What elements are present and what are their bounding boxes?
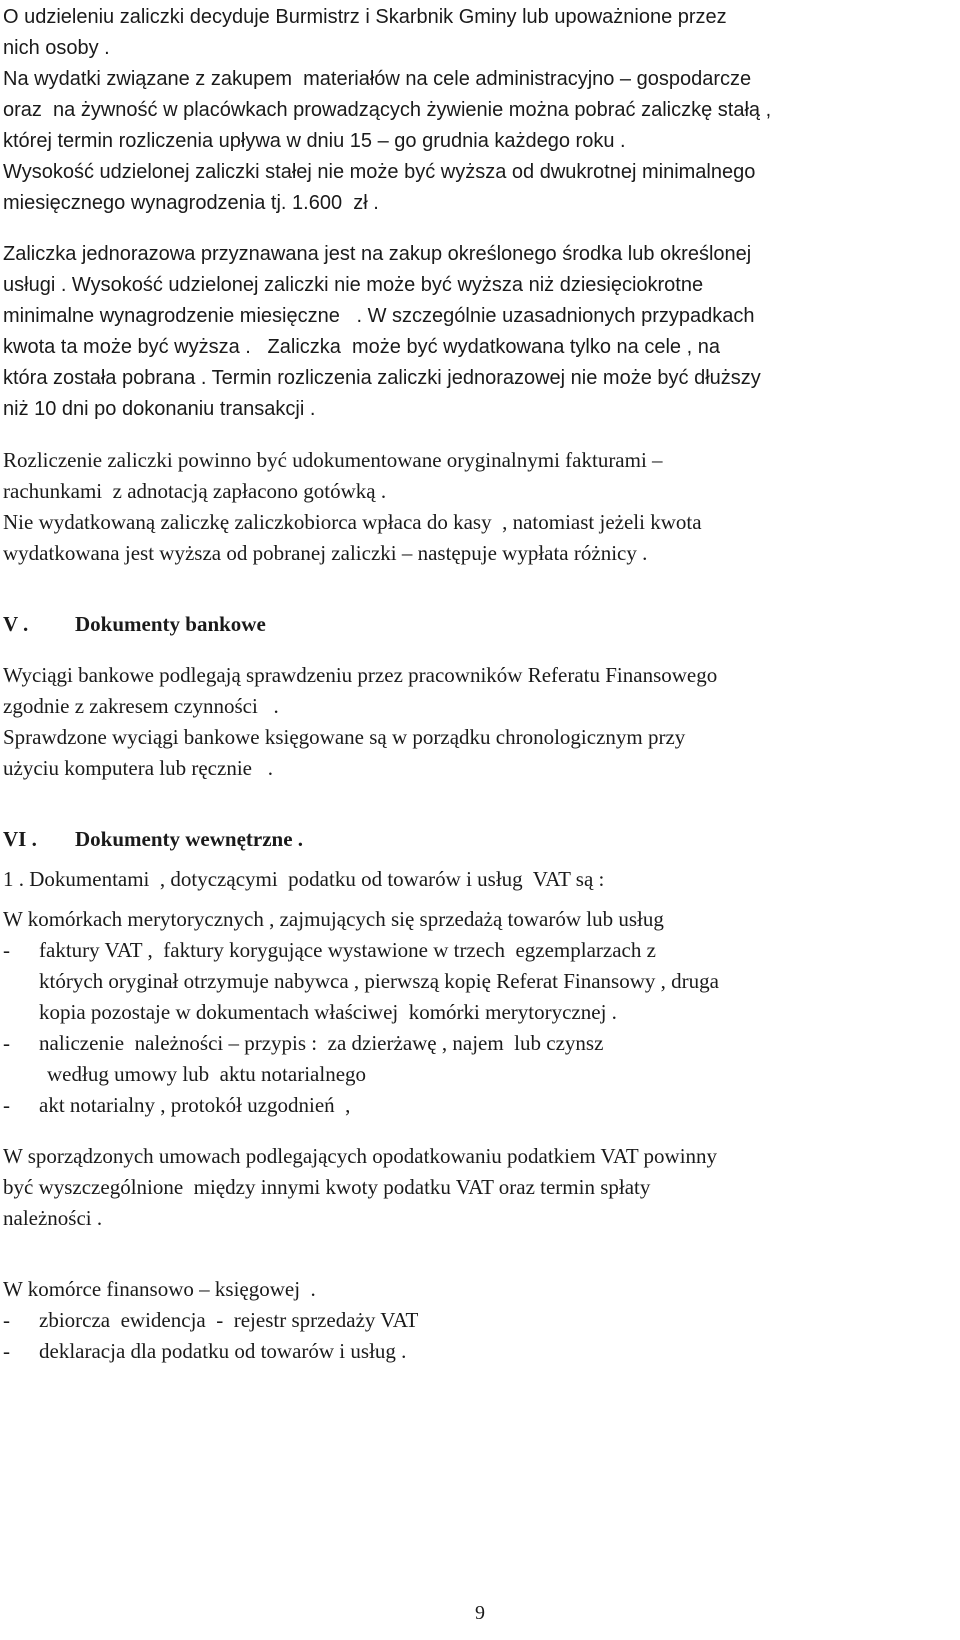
spacer: [3, 640, 953, 660]
spacer: [3, 1234, 953, 1274]
page-number: 9: [475, 1602, 485, 1624]
list-item: [3, 935, 953, 966]
text-line: użyciu komputera lub ręcznie .: [3, 756, 273, 780]
list-item: [3, 1305, 953, 1336]
advance-paragraph: [3, 2, 953, 219]
list-item-text: akt notarialny , protokół uzgodnień ,: [39, 1093, 351, 1117]
dash-marker: -: [3, 1093, 10, 1117]
text-line: minimalne wynagrodzenie miesięczne . W szczególnie uzasadnionych przypadkach: [3, 305, 755, 327]
list-item-text: faktury VAT , faktury korygujące wystawione w trzech egzemplarzach z: [39, 938, 656, 962]
text-line: W sporządzonych umowach podlegających opodatkowaniu podatkiem VAT powinny: [3, 1144, 718, 1168]
text-line: miesięcznego wynagrodzenia tj. 1.600 zł .: [3, 192, 379, 214]
list-item: [3, 1336, 953, 1367]
text-line: która została pobrana . Termin rozliczenia zaliczki jednorazowej nie może być dłuższy: [3, 367, 761, 389]
text-line: oraz na żywność w placówkach prowadzących żywienie można pobrać zaliczkę stałą ,: [3, 99, 772, 121]
list-item-continuation: których oryginał otrzymuje nabywca , pierwszą kopię Referat Finansowy , druga: [39, 969, 719, 993]
finance-unit-heading: W komórce finansowo – księgowej .: [3, 1277, 316, 1301]
list-item-text: deklaracja dla podatku od towarów i usług .: [39, 1339, 407, 1363]
text-line: być wyszczególnione między innymi kwoty podatku VAT oraz termin spłaty: [3, 1175, 651, 1199]
text-line: rachunkami z adnotacją zapłacono gotówką .: [3, 479, 387, 503]
spacer: [3, 895, 953, 904]
section-title: Dokumenty bankowe: [75, 612, 266, 636]
spacer: [3, 784, 953, 824]
one-time-advance-paragraph: [3, 239, 953, 425]
spacer: [3, 1121, 953, 1141]
list-item: [3, 1028, 953, 1059]
settlement-paragraph: [3, 445, 953, 569]
text-line: Rozliczenie zaliczki powinno być udokumentowane oryginalnymi fakturami –: [3, 448, 663, 472]
list-item: [3, 1090, 953, 1121]
dash-marker: -: [3, 1308, 10, 1332]
spacer: [3, 425, 953, 445]
section-title: Dokumenty wewnętrzne .: [75, 827, 304, 851]
dash-marker: -: [3, 938, 10, 962]
text-line: Wysokość udzielonej zaliczki stałej nie może być wyższa od dwukrotnej minimalnego: [3, 161, 756, 183]
text-line: której termin rozliczenia upływa w dniu 15 – go grudnia każdego roku .: [3, 130, 626, 152]
list-item-text: naliczenie należności – przypis : za dzierżawę , najem lub czynsz: [39, 1031, 604, 1055]
merit-units-heading: W komórkach merytorycznych , zajmujących się sprzedażą towarów lub usług: [3, 907, 664, 931]
contracts-paragraph: [3, 1141, 953, 1234]
text-line: O udzieleniu zaliczki decyduje Burmistrz i Skarbnik Gminy lub upoważnione przez: [3, 6, 727, 28]
text-line: kwota ta może być wyższa . Zaliczka może być wydatkowana tylko na cele , na: [3, 336, 720, 358]
dash-marker: -: [3, 1339, 10, 1363]
section-heading-internal-documents: [3, 824, 953, 855]
spacer: [3, 569, 953, 609]
finance-unit-list: [3, 1305, 953, 1367]
text-line: nich osoby .: [3, 37, 110, 59]
text-line: Wyciągi bankowe podlegają sprawdzeniu przez pracowników Referatu Finansowego: [3, 663, 718, 687]
section-number: V .: [3, 612, 29, 636]
spacer: [3, 219, 953, 239]
section-heading-bank-documents: [3, 609, 953, 640]
dash-marker: -: [3, 1031, 10, 1055]
document-page: [3, 2, 953, 1367]
bank-documents-paragraph: [3, 660, 953, 784]
list-item-text: zbiorcza ewidencja - rejestr sprzedaży VAT: [39, 1308, 419, 1332]
text-line: Nie wydatkowaną zaliczkę zaliczkobiorca wpłaca do kasy , natomiast jeżeli kwota: [3, 510, 702, 534]
text-line: Sprawdzone wyciągi bankowe księgowane są w porządku chronologicznym przy: [3, 725, 686, 749]
text-line: zgodnie z zakresem czynności .: [3, 694, 279, 718]
text-line: Na wydatki związane z zakupem materiałów na cele administracyjno – gospodarcze: [3, 68, 752, 90]
list-item-continuation: według umowy lub aktu notarialnego: [47, 1062, 367, 1086]
merit-units-list: [3, 935, 953, 1121]
spacer: [3, 855, 953, 864]
list-item-continuation: kopia pozostaje w dokumentach właściwej komórki merytorycznej .: [39, 1000, 617, 1024]
text-line: niż 10 dni po dokonaniu transakcji .: [3, 398, 316, 420]
text-line: należności .: [3, 1206, 103, 1230]
text-line: wydatkowana jest wyższa od pobranej zaliczki – następuje wypłata różnicy .: [3, 541, 648, 565]
text-line: Zaliczka jednorazowa przyznawana jest na zakup określonego środka lub określonej: [3, 243, 752, 265]
section-number: VI .: [3, 827, 37, 851]
internal-documents-intro: 1 . Dokumentami , dotyczącymi podatku od towarów i usług VAT są :: [3, 867, 605, 891]
text-line: usługi . Wysokość udzielonej zaliczki nie może być wyższa niż dziesięciokrotne: [3, 274, 704, 296]
